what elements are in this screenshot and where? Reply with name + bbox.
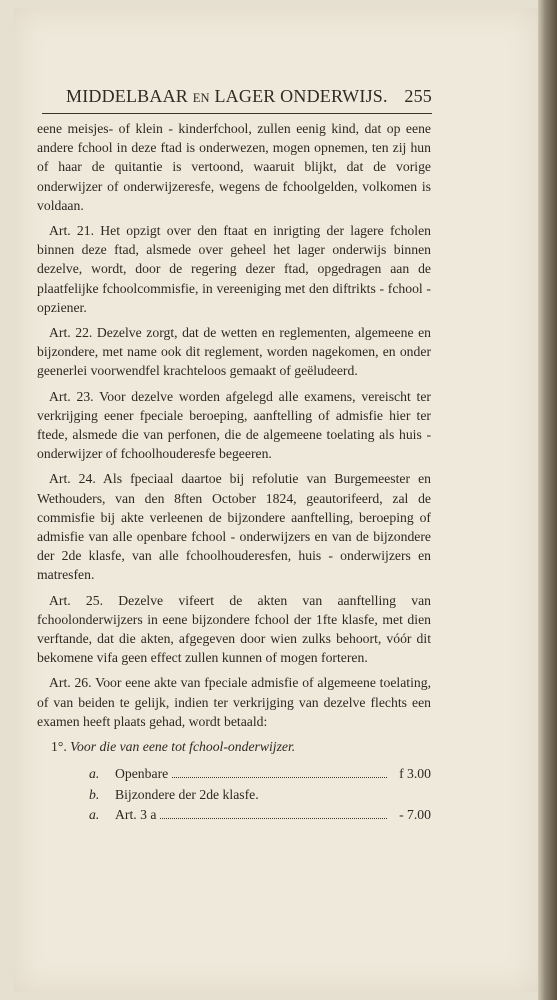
fee-list-heading xyxy=(37,737,431,756)
fee-row-amount: - 7.00 xyxy=(399,806,431,822)
running-title xyxy=(66,86,388,107)
title-part-3: LAGER ONDERWIJS. xyxy=(214,86,388,106)
fee-row xyxy=(37,805,431,824)
fee-row xyxy=(37,785,431,804)
paragraph-art-22: Art. 22. Dezelve zorgt, dat de wetten en reglementen, algemeene en bijzondere, met name ook dit reglement, worden nagekomen, en onder geenerlei voorwendfel krachteloos gemaakt of geëludeerd. xyxy=(37,325,431,379)
fee-row-label: b. xyxy=(89,786,100,802)
fee-row xyxy=(37,764,431,783)
title-part-1: MIDDELBAAR xyxy=(66,86,188,106)
paragraph-art-24: Art. 24. Als fpeciaal daartoe bij refolutie van Burgemeester en Wethouders, van den 8ften October 1824, geautorifeerd, zal de commisfie bij akte verleenen de bijzondere aanftelling, beroeping of admisfie van alle openbare fchool - onderwijzers en van de bijzondere der 2de klasfe, van alle fchoolhouderesfen, huis - onderwijzers en matresfen. xyxy=(37,471,431,583)
title-part-2: EN xyxy=(192,91,210,105)
header-rule xyxy=(42,113,432,114)
fee-row-amount: f 3.00 xyxy=(399,766,431,782)
leader-dots xyxy=(160,818,387,819)
fee-row-label: a. xyxy=(89,806,100,822)
fee-row-text: Art. 3 a xyxy=(115,806,157,822)
paragraph-art-26: Art. 26. Voor eene akte van fpeciale admisfie of algemeene toelating, of van beiden te gelijk, indien ter verkrijging van dezelve flechts een examen heeft plaats gehad, wordt betaald: xyxy=(37,675,431,729)
fee-list-title: Voor die van eene tot fchool-onderwijzer. xyxy=(70,739,296,755)
fee-row-text: Openbare xyxy=(115,766,169,782)
fee-list-number: 1°. xyxy=(51,739,67,755)
paragraph-art-21: Art. 21. Het opzigt over den ftaat en inrigting der lagere fcholen binnen deze ftad, alsmede over geheel het lager onderwijs binnen dezelve, wordt, door de regering dezer ftad, opgedragen aan de plaatfelijke fchoolcommisfie, in vereeniging met den diftrikts - fchool - opziener. xyxy=(37,223,431,315)
paragraph-art-25: Art. 25. Dezelve vifeert de akten van aanftelling van fchoolonderwijzers in eene bijzondere fchool der 1fte klasfe, met dien verftande, dat die akten, afgegeven door wien zulks behoort, vóór dit bekomene vifa geen effect zullen kunnen of mogen forteren. xyxy=(37,592,431,666)
body-text xyxy=(37,119,431,825)
book-spine-shadow xyxy=(538,0,557,1000)
fee-row-text: Bijzondere der 2de klasfe. xyxy=(115,786,259,802)
running-head xyxy=(66,86,432,107)
fee-row-label: a. xyxy=(89,766,100,782)
leader-dots xyxy=(172,777,387,778)
paragraph: eene meisjes- of klein - kinderfchool, zullen eenig kind, dat op eene andere fchool in deze ftad is onderwezen, mogen opnemen, ten zij hun of haar de quitantie is vertoond, waaruit blijkt, dat de vorige onderwijzer of onderwijzeresfe, wegens de fchoolgelden, volkomen is voldaan. xyxy=(37,121,431,213)
page-number: 255 xyxy=(404,86,432,106)
paragraph-art-23: Art. 23. Voor dezelve worden afgelegd alle examens, vereischt ter verkrijging eener fpeciale beroeping, aanftelling of admisfie hier ter ftede, alsmede die van perfonen, die de algemeene toelating als huis - onderwijzer of fchoolhouderesfe begeeren. xyxy=(37,388,431,462)
